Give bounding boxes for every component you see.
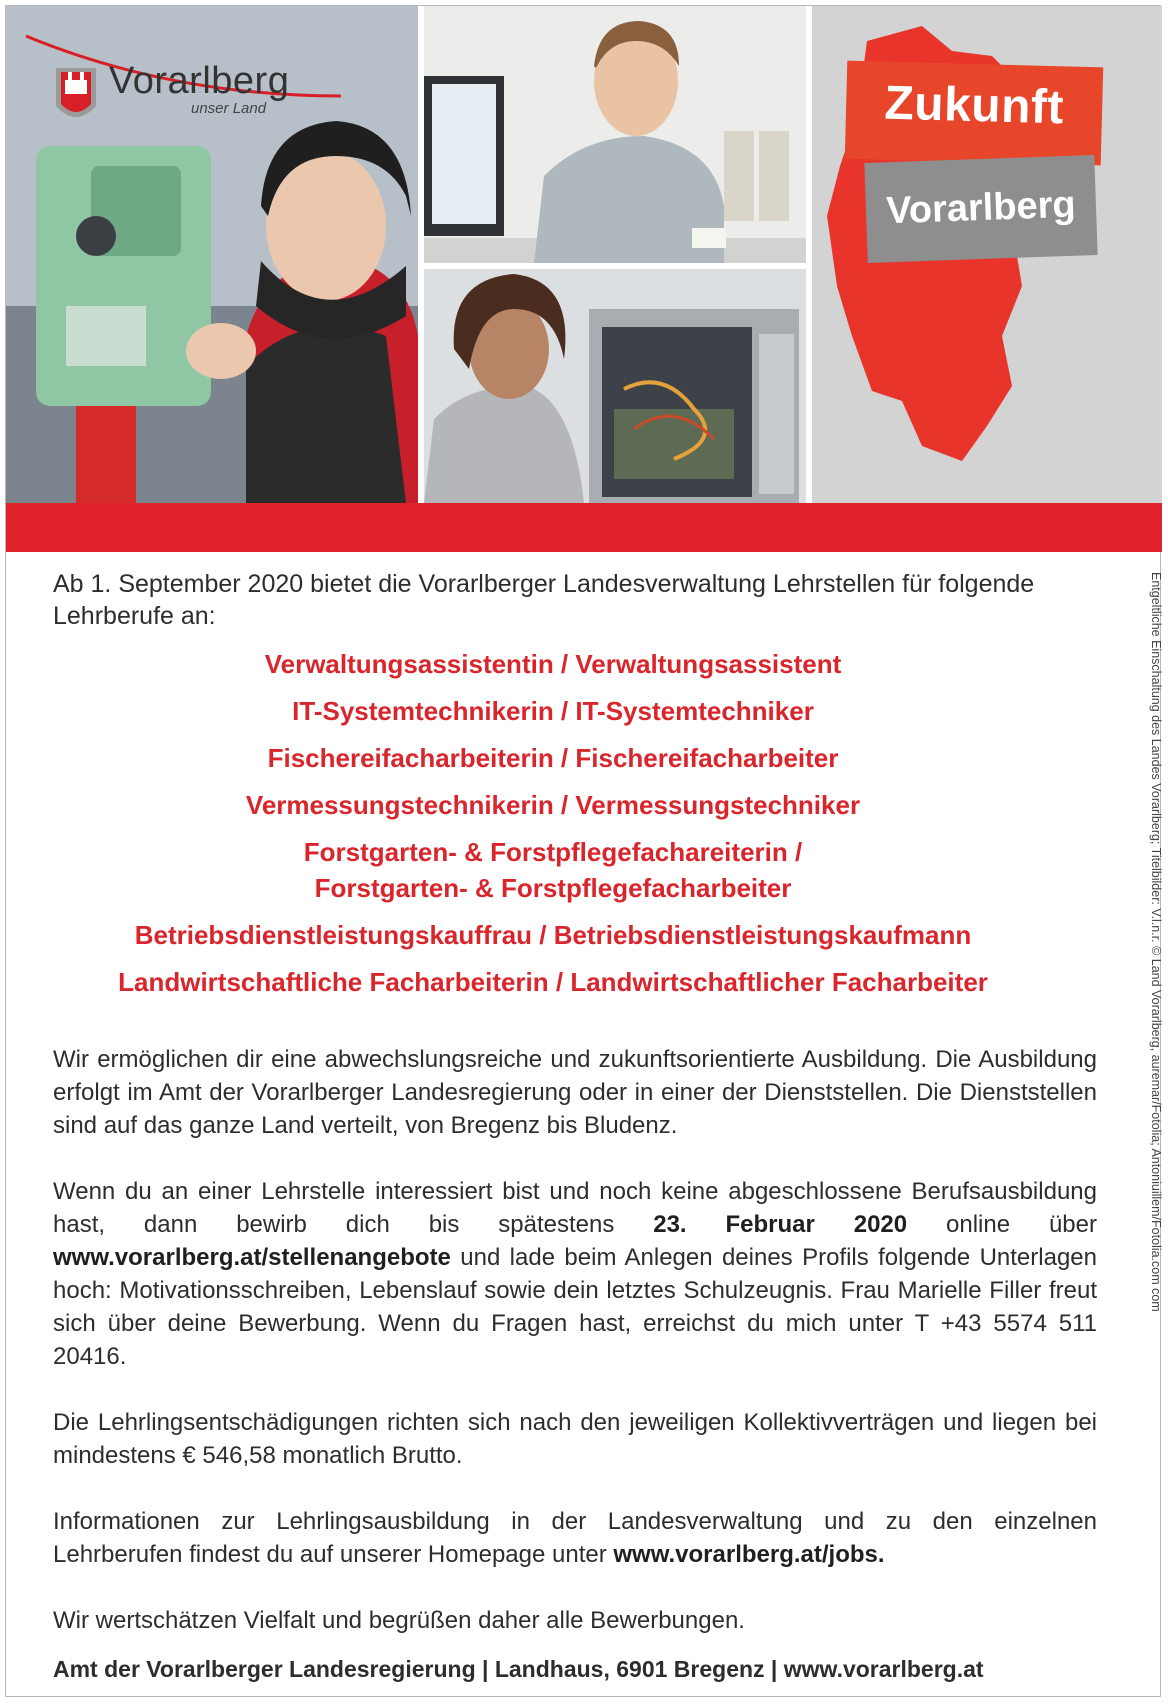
job-title-line: Forstgarten- & Forstpflegefacharbeiter bbox=[314, 873, 792, 903]
vorarlberg-logo bbox=[51, 56, 351, 136]
job-title: Vermessungstechnikerin / Vermessungstechniker bbox=[245, 790, 861, 820]
paragraph-training: Wir ermöglichen dir eine abwechslungsreiche und zukunftsorientierte Ausbildung. Die Ausbildung erfolgt im Amt der Vorarlberger Landesregierung oder in einer der Dienststellen. Die Dienststellen sind auf das ganze Land verteilt, von Bregenz bis Bludenz. bbox=[53, 1046, 1097, 1139]
jobs-homepage-link[interactable]: www.vorarlberg.at/jobs. bbox=[613, 1541, 885, 1568]
badge-zukunft-text: Zukunft bbox=[883, 76, 1065, 135]
job-offers-link[interactable]: www.vorarlberg.at/stellenangebote bbox=[53, 1244, 451, 1271]
photo-office-worker bbox=[424, 6, 806, 263]
it-illustration bbox=[424, 269, 806, 503]
application-text: online über bbox=[907, 1211, 1097, 1238]
information-text: Informationen zur Lehrlingsausbildung in der Landesverwaltung und zu den einzelnen Lehrberufen findest du auf unserer Homepage unter bbox=[53, 1508, 1097, 1568]
badge-zukunft bbox=[845, 61, 1103, 166]
red-divider-bar bbox=[6, 503, 1162, 552]
job-title: Fischereifacharbeiterin / Fischereifacharbeiter bbox=[267, 743, 839, 773]
paragraph-application bbox=[53, 1175, 1097, 1373]
job-title: Verwaltungsassistentin / Verwaltungsassistent bbox=[264, 649, 842, 679]
badge-vorarlberg-text: Vorarlberg bbox=[885, 183, 1077, 233]
job-advertisement bbox=[5, 5, 1161, 1697]
body-text bbox=[53, 1043, 1097, 1670]
application-text: und lade beim Anlegen deines Profils folgende Unterlagen hoch: Motivationsschreiben, Lebenslauf sowie dein letztes Schulzeugnis. Frau Marielle Filler freut sich über deine Bewerbung. Wenn du Fragen hast, erreichst du mich unter T +43 5574 511 20416. bbox=[53, 1244, 1097, 1370]
paragraph-compensation: Die Lehrlingsentschädigungen richten sich nach den jeweiligen Kollektivverträgen und liegen bei mindestens € 546,58 monatlich Brutto. bbox=[53, 1409, 1097, 1469]
intro-text: Ab 1. September 2020 bietet die Vorarlberger Landesverwaltung Lehrstellen für folgende Lehrberufe an: bbox=[53, 570, 1035, 630]
job-list bbox=[53, 646, 1053, 1011]
photo-it-technician bbox=[424, 269, 806, 503]
logo-tagline: unser Land bbox=[191, 100, 267, 117]
badge-vorarlberg bbox=[864, 155, 1097, 263]
job-title: IT-Systemtechnikerin / IT-Systemtechniker bbox=[292, 696, 814, 726]
footer-address: Amt der Vorarlberger Landesregierung | Landhaus, 6901 Bregenz | www.vorarlberg.at bbox=[53, 1656, 984, 1682]
paragraph-diversity: Wir wertschätzen Vielfalt und begrüßen daher alle Bewerbungen. bbox=[53, 1607, 745, 1634]
application-text: Wenn du an einer Lehrstelle interessiert bist und noch keine abgeschlossene Berufsausbildung hast, dann bewirb dich bis spätestens bbox=[53, 1178, 1097, 1238]
job-title-forstgarten bbox=[53, 834, 1053, 906]
logo-name: Vorarlberg bbox=[109, 60, 290, 102]
job-title-line: Forstgarten- & Forstpflegefachareiterin / bbox=[303, 837, 803, 867]
job-title: Landwirtschaftliche Facharbeiterin / Landwirtschaftlicher Facharbeiter bbox=[118, 967, 988, 997]
image-credit bbox=[1143, 572, 1167, 1412]
paragraph-information bbox=[53, 1505, 1097, 1571]
office-illustration bbox=[424, 6, 806, 263]
image-credit-text: Entgeltliche Einschaltung des Landes Vorarlberg; Titelbilder: V.l.n.r. © Land Vorarlberg, auremar/Fotolia; Antoniuillem/Fotolia.com com bbox=[1149, 572, 1163, 1312]
application-deadline: 23. Februar 2020 bbox=[653, 1211, 908, 1238]
job-title: Betriebsdienstleistungskauffrau / Betriebsdienstleistungskaufmann bbox=[134, 920, 972, 950]
header-banner bbox=[6, 6, 1162, 503]
